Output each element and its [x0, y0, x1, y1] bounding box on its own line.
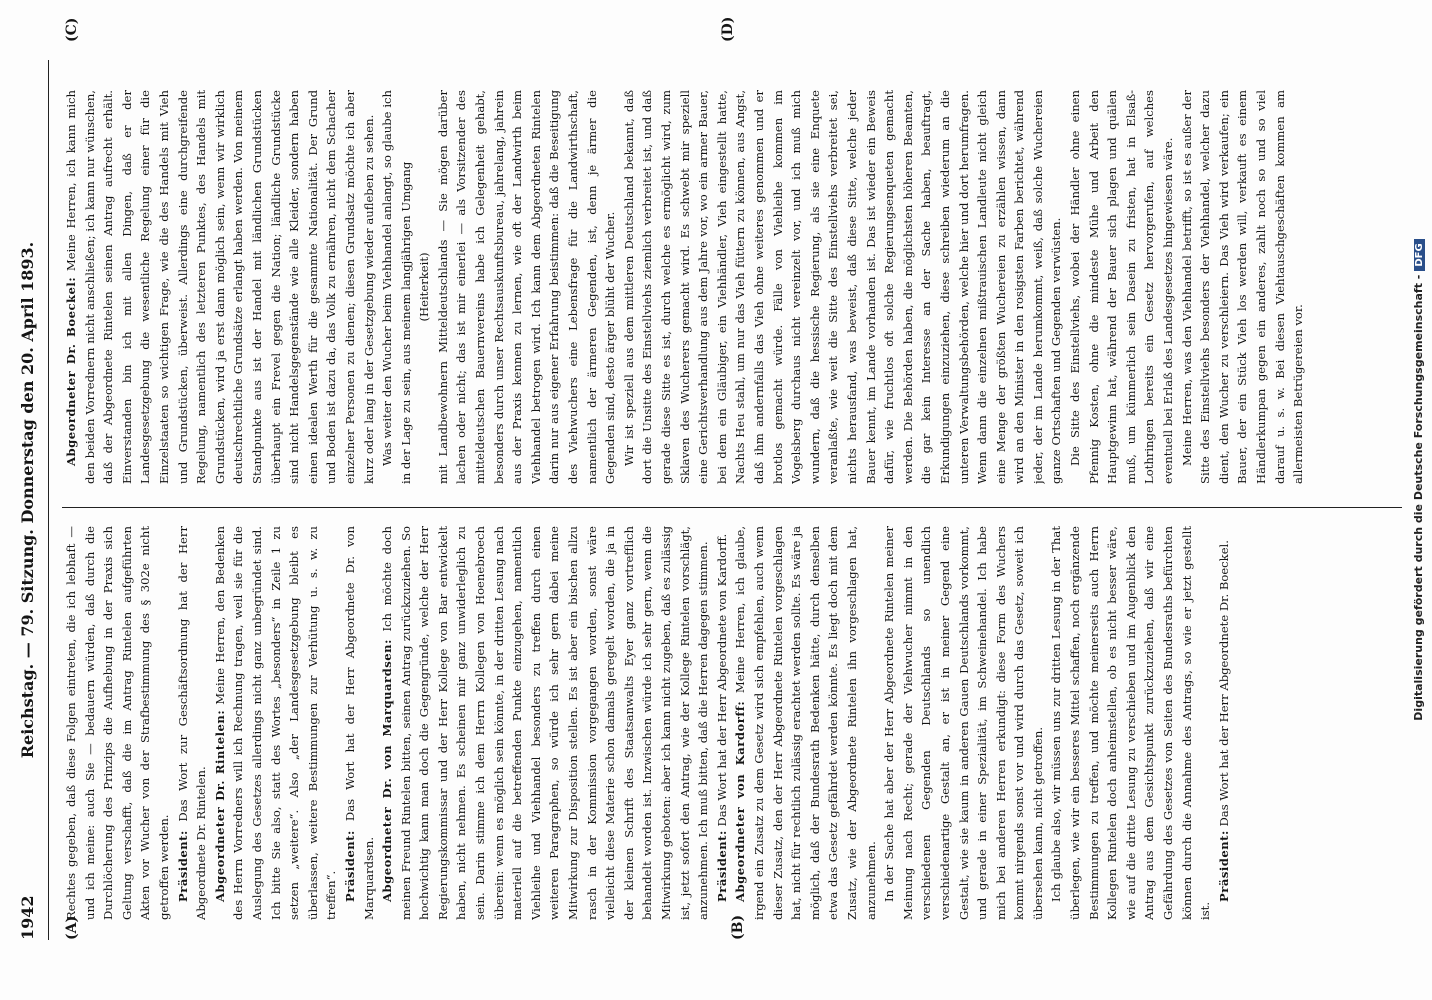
dfg-logo: DFG [1414, 239, 1425, 270]
paragraph-text: Meine Herren, ich kann mich den beiden Vorrednern nicht anschließen; ich kann nur wünschen, daß der Abgeordnete Rintelen seinen Antrag aufrecht erhält. Einverstanden bin ich mit allen Dingen, daß er der Landesgesetzgebung die wesentliche Regelung einer für die Einzelstaaten so wichtigen Frage, wie die des Handels mit Vieh und Grundstücken, überweist. Allerdings eine durchgreifende Regelung, namentlich des letzteren Punktes, des Handels mit Grundstücken, wird ja erst dann möglich sein, wenn wir wirklich deutschrechtliche Grundsätze erlangt haben werden. Von meinem Standpunkte aus ist der Handel mit ländlichen Grundstücken überhaupt ein Frevel gegen die Nation; ländliche Grundstücke sind nicht Handelsgegenstände wie alle Kleider, sondern haben einen idealen Werth für die gesammte Nationalität. Der Grund und Boden ist dazu da, das Volk zu ernähren, nicht dem Schacher einzelner Personen zu dienen; diesen Grundsatz möchte ich aber kurz oder lang in der Gesetzgebung wieder aufleben zu sehen. [64, 90, 376, 484]
paragraph: Die Sitte des Einstellviehs, wobei der Händler ohne einen Pfennig Kosten, ohne die mindeste Mühe und Arbeit den Hauptgewinn hat, während der Bauer sich plagen und quälen muß, um kümmerlich sein Dasein zu fristen, hat in Elsaß-Lothringen bereits ein Gesetz hervorgerufen, auf welches eventuell bei Erlaß des Landesgesetzes hingewiesen wäre. [1068, 90, 1176, 484]
paragraph [341, 526, 378, 920]
paragraph [713, 526, 732, 920]
speaker-label: Abgeordneter Dr. Rintelen: [212, 709, 227, 902]
margin-marker-c: (C) [64, 17, 80, 42]
paragraph [1215, 526, 1234, 920]
paragraph: Rechtes gegeben, daß diese Folgen eintreten, die ich lebhaft — und ich meine: auch Sie — bedauern würden, daß durch die Durchlöcherung des Prinzips die Aufhebung in der Praxis sich Geltung verschafft, daß die im Antrag Rintelen aufgeführten Akten vor Wucher von der Strafbestimmung des § 302e nicht getroffen werden. [64, 526, 171, 920]
speaker-label: Präsident: [714, 830, 729, 902]
paragraph-text: Das Wort zur Geschäftsordnung hat der Herr Abgeordnete Dr. Rintelen. [175, 526, 209, 920]
margin-marker-d: (D) [720, 16, 736, 42]
paragraph: mit Landbewohnern Mitteldeutschlands — Sie mögen darüber lachen oder nicht; das ist mir einerlei — als Vorsitzender des mitteldeutschen Bauernvereins habe ich Gelegenheit gehabt, besonders durch unser Rechtsauskunftsbureau, jahrelang, jahrein aus der Praxis kennen zu lernen, wie oft der Landwirth beim Viehhandel betrogen wird. Ich kann dem Abgeordneten Rintelen darin nur aus eigener Erfahrung beistimmen: daß die Beseitigung des Viehwuchers eine Lebensfrage für die Landwirthschaft, namentlich der ärmeren Gegenden, ist, denn je ärmer die Gegenden sind, desto ärger blüht der Wucher. [435, 90, 618, 484]
paragraph [62, 90, 378, 484]
paragraph-text: Meine Herren, den Bedenken des Herrn Vorredners will ich Rechnung tragen, weil sie für die Auslegung des Gesetzes allerdings nicht ganz unbegründet sind. Ich bitte Sie also, statt des Wortes „besonders“ in Zeile 1 zu setzen „weitere“. Also „der Landesgesetzgebung bleibt es überlassen, weitere Bestimmungen zur Verhütung u. s. w. zu treffen“. [212, 526, 339, 920]
speaker-label: Präsident: [342, 830, 357, 902]
paragraph [378, 526, 713, 920]
paragraph-text: Das Wort hat der Herr Abgeordnete Dr. Boeckel. [1216, 540, 1231, 827]
paragraph [174, 526, 211, 920]
digitization-credit [1412, 40, 1425, 920]
credit-text: Digitalisierung gefördert durch die Deutsche Forschungsgemeinschaft - [1412, 274, 1425, 721]
header-rule [48, 60, 49, 940]
speaker-label: Abgeordneter von Kardorff: [733, 700, 748, 902]
margin-marker-b: (B) [730, 914, 746, 940]
page-header [18, 60, 48, 940]
paragraph: Ich glaube also, wir müssen uns zur dritten Lesung in der That überlegen, wie wir ein besseres Mittel schaffen, noch ergänzende Bestimmungen zu treffen, und möchte meinerseits auch Herrn Kollegen Rintelen doch anheimstellen, ob es nicht besser wäre, wie auf die dritte Lesung zu verschieben und im Augenblick den Antrag aus dem Gesichtspunkt zurückzuziehen, daß wir eine Gefährdung des Gesetzes von Seiten des Bundesraths befürchten können durch die Annahme des Antrags, so wie er jetzt gestellt ist. [1049, 526, 1213, 920]
interjection: (Heiterkeit) [417, 252, 432, 322]
paragraph [211, 526, 341, 920]
left-column [62, 526, 1402, 920]
paragraph-text: Das Wort hat der Herr Abgeordnete Dr. von Marquardsen. [342, 526, 376, 920]
speaker-label: Präsident: [1216, 830, 1231, 902]
paragraph-text: Das Wort hat der Herr Abgeordnete von Kardorff. [714, 533, 729, 827]
speaker-label: Präsident: [175, 830, 190, 902]
paragraph [731, 526, 880, 920]
column-divider [62, 507, 1402, 508]
right-column [62, 90, 1402, 484]
paragraph: Was weiter den Wucher beim Viehhandel anlangt, so glaube ich in der Lage zu sein, aus meinem langjährigen Umgang [380, 90, 413, 484]
paragraph-text: Ich möchte doch meinen Freund Rintelen bitten, seinen Antrag zurückzuziehen. So hochwichtig kann man doch die Gegengründe, welche der Herr Regierungskommissar und der Herr Kollege von Bar entwickelt haben, nicht nehmen. Es scheinen mir ganz unwiderleglich zu sein. Darin stimme ich dem Herrn Kollegen von Hoenebroech überein: wenn es möglich sein könnte, in der dritten Lesung nach materiell auf die betreffenden Punkte einzugehen, namentlich Viehleihe und Viehhandel besonders zu treffen durch einen weiteren Paragraphen, so würde ich sehr gern dabei meine Mitwirkung zur Disposition stellen. Es ist aber ein bischen allzu rasch in der Kommission vorgegangen worden, sonst wäre vielleicht diese Materie schon damals geregelt worden, die ja in der kleinen Schrift des Staatsanwalts Eyer ganz vortrefflich behandelt worden ist. Inzwischen würde ich sehr gern, wenn die Mitwirkung geboten: aber ich kann nicht zugeben, daß es zulässig ist, jetzt sofort den Antrag, wie der Kollege Rintelen vorschlägt, anzunehmen. Ich muß bitten, daß die Herren dagegen stimmen. [380, 526, 711, 920]
speaker-label: Abgeordneter Dr. von Marquardsen: [380, 639, 395, 902]
paragraph-text: Meine Herren, ich glaube, irgend ein Zusatz zu dem Gesetz wird sich empfehlen, auch wenn dieser Zusatz, den der Herr Abgeordnete Rintelen vorgeschlagen hat, nicht für rechtlich zulässig erachtet werden sollte. Es wäre ja möglich, daß der Bundesrath Bedenken hätte, durch denselben etwa das Gesetz gefährdet werden könnte. Es liegt doch mit dem Zusatz, wie der Abgeordnete Rintelen ihn vorgeschlagen hat, anzunehmen. [733, 526, 878, 920]
paragraph: Wir ist speziell aus dem mittleren Deutschland bekannt, daß dort die Unsitte des Einstellviehs ziemlich verbreitet ist, und daß gerade diese Sitte es ist, durch welche es ermöglicht wird, zum Sklaven des Wucherers gemacht wird. Es schwebt mir speziell eine Gerichtsverhandlung aus dem Jahre vor, wo ein armer Bauer, bei dem ein Gläubiger, ein Viehhändler, Vieh eingestellt hatte, Nachts Heu stahl, um nur das Vieh füttern zu können, aus Angst, daß ihm andernfalls das Vieh ohne weiteres genommen und er brotlos gemacht würde. Fälle von Viehleihe kommen im Vogelsberg durchaus nicht vereinzelt vor, und ich muß mich wundern, daß die hessische Regierung, als sie eine Enquete veranlaßte, wie weit die Sitte des Einstellviehs verbreitet sei, nichts herausfand, was beweist, daß diese Sitte, welche jeder Bauer kennt, im Lande vorhanden ist. Das ist wieder ein Beweis dafür, wie fruchtlos oft solche Regierungsenqueten gemacht werden. Die Behörden haben, die möglichsten höheren Beamten, die gar kein Interesse an der Sache haben, beauftragt, Erkundigungen einzuziehen, diese schreiben wiederum an die unteren Verwaltungsbehörden, welche hier und dort herumfragen. Wenn dann die einzelnen mißtrauischen Landleute nicht gleich eine Menge der größten Wuchereien zu erzählen wissen, dann wird an den Minister in den rosigsten Farben berichtet, während jeder, der im Lande herumkommt, weiß, daß solche Wuchereien ganze Ortschaften und Gegenden verwüsten. [621, 90, 1064, 484]
margin-marker-a: (A) [64, 915, 80, 940]
page-number: 1942 [18, 895, 37, 940]
paragraph: In der Sache hat aber der Herr Abgeordnete Rintelen meiner Meinung nach Recht; gerade der Viehwucher nimmt in den verschiedenen Gegenden Deutschlands so unendlich verschiedenartige Gestalt an, er ist in meiner Gegend eine Gestalt, wie sie kaum in anderen Gauen Deutschlands vorkommt, und gerade in einer Spezialität, im Schweinehandel. Ich habe mich bei anderen Herren erkundigt: diese Form des Wuchers kommt nirgends sonst vor und wird durch das Gesetz, soweit ich übersehen kann, nicht getroffen. [882, 526, 1045, 920]
speaker-label: Abgeordneter Dr. Boeckel: [64, 276, 78, 466]
running-title: Reichstag. — 79. Sitzung. Donnerstag den 20. April 1893. [18, 241, 37, 759]
paragraph: Meine Herren, was den Viehhandel betrifft, so ist es außer der Sitte des Einstellviehs besonders der Viehhandel, welcher dazu dient, den Wucher zu verschleiern. Das Vieh wird verkaufen; ein Bauer, der ein Stück Vieh los werden will, verkauft es einem Händlerkumpan gegen ein anderes, zahlt noch so und so viel darauf u. s. w. Bei diesen Viehtauschgeschäften kommen am allermeisten Betrügereien vor. [1179, 90, 1306, 484]
